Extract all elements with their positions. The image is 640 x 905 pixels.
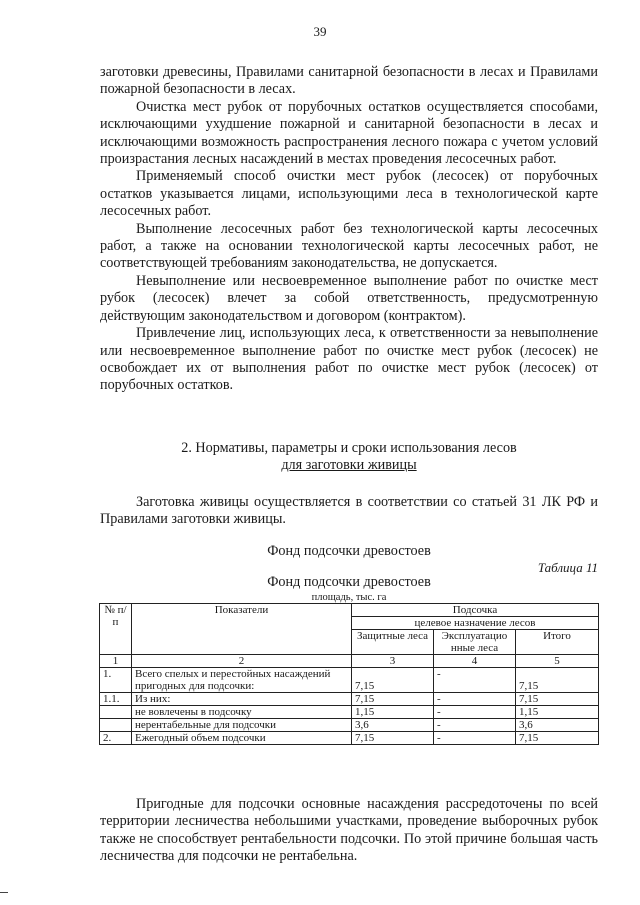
- row-number: 1.1.: [100, 693, 132, 706]
- protective-value: 3,6: [352, 719, 434, 732]
- tapping-fund-table: [99, 603, 599, 745]
- column-number: 3: [352, 655, 434, 668]
- header-tapping: Подсочка: [352, 604, 599, 617]
- total-value: 7,15: [516, 693, 599, 706]
- row-name: не вовлечены в подсочку: [132, 706, 352, 719]
- row-number: [100, 706, 132, 719]
- column-number: 5: [516, 655, 599, 668]
- protective-value: 1,15: [352, 706, 434, 719]
- row-name: Всего спелых и перестойных насаждений пригодных для подсочки:: [132, 668, 352, 693]
- total-value: 7,15: [516, 732, 599, 745]
- table-row: [100, 706, 599, 719]
- exploitation-value: -: [434, 706, 516, 719]
- paragraph: Очистка мест рубок от порубочных остатков осуществляется способами, исключающими ухудшение пожарной и санитарной безопасности в лесах и исключающими возможность распространения лесного пожара с учетом условий произрастания лесных насаждений в местах проведения лесосечных работ.: [100, 98, 598, 168]
- paragraph: Заготовка живицы осуществляется в соответствии со статьей 31 ЛК РФ и Правилами заготовки живицы.: [100, 494, 598, 528]
- paragraph: Применяемый способ очистки мест рубок (лесосек) от порубочных остатков указывается лицами, использующими леса в технологической карте лесосечных работ.: [100, 168, 598, 220]
- table-label: Таблица 11: [537, 560, 598, 575]
- exploitation-value: -: [434, 668, 516, 693]
- paragraph: Выполнение лесосечных работ без технологической карты лесосечных работ, а также на основании технологической карты лесосечных работ, не соответствующей требованиям законодательства, не допускается.: [100, 220, 598, 272]
- total-value: 7,15: [516, 668, 599, 693]
- paragraph: Невыполнение или несвоевременное выполнение работ по очистке мест рубок (лесосек) влечет за собой ответственность, предусмотренную действующим законодательством и договором (контрактом).: [100, 272, 598, 324]
- paragraph: Пригодные для подсочки основные насаждения рассредоточены по всей территории лесничества небольшими участками, проведение выборочных рубок также не способствует рентабельности подсочки. По этой причине большая часть лесничества для подсочки не рентабельна.: [100, 796, 598, 865]
- header-protective: Защитные леса: [352, 630, 434, 655]
- paragraph: Привлечение лиц, использующих леса, к ответственности за невыполнение или несвоевременное выполнение работ по очистке мест рубок (лесосек) не освобождает их от выполнения работ по очистке мест рубок (лесосек) от порубочных остатков.: [100, 325, 598, 394]
- header-number: № п/п: [100, 604, 132, 655]
- column-number: 1: [100, 655, 132, 668]
- table-row: [100, 693, 599, 706]
- protective-value: 7,15: [352, 693, 434, 706]
- header-exploitation: Эксплуатацио нные леса: [434, 630, 516, 655]
- table-title: Фонд подсочки древостоев: [267, 574, 431, 590]
- paragraph: заготовки древесины, Правилами санитарной безопасности в лесах и Правилами пожарной безопасности в лесах.: [100, 64, 598, 98]
- protective-value: 7,15: [352, 668, 434, 693]
- row-number: [100, 719, 132, 732]
- scan-edge-mark: [0, 892, 8, 893]
- table-row: [100, 719, 599, 732]
- total-value: 1,15: [516, 706, 599, 719]
- header-indicators: Показатели: [132, 604, 352, 655]
- header-total: Итого: [516, 630, 599, 655]
- row-name: нерентабельные для подсочки: [132, 719, 352, 732]
- caption-top: Фонд подсочки древостоев: [267, 543, 431, 559]
- section-heading: [100, 440, 598, 475]
- row-name: Из них:: [132, 693, 352, 706]
- section-intro: [100, 494, 598, 529]
- protective-value: 7,15: [352, 732, 434, 745]
- header-purpose: целевое назначение лесов: [352, 617, 599, 630]
- table-row: [100, 668, 599, 693]
- closing-text: [100, 796, 598, 866]
- table-header-row: [100, 604, 599, 617]
- exploitation-value: -: [434, 719, 516, 732]
- row-number: 2.: [100, 732, 132, 745]
- section-heading-line: для заготовки живицы: [281, 457, 417, 474]
- column-number: 4: [434, 655, 516, 668]
- column-number: 2: [132, 655, 352, 668]
- table-row: [100, 732, 599, 745]
- exploitation-value: -: [434, 732, 516, 745]
- page-number: 39: [313, 24, 327, 39]
- exploitation-value: -: [434, 693, 516, 706]
- total-value: 3,6: [516, 719, 599, 732]
- table-units: площадь, тыс. га: [311, 592, 387, 603]
- row-number: 1.: [100, 668, 132, 693]
- column-number-row: [100, 655, 599, 668]
- body-text-top: [100, 64, 598, 395]
- row-name: Ежегодный объем подсочки: [132, 732, 352, 745]
- section-heading-line: 2. Нормативы, параметры и сроки использования лесов: [181, 440, 517, 456]
